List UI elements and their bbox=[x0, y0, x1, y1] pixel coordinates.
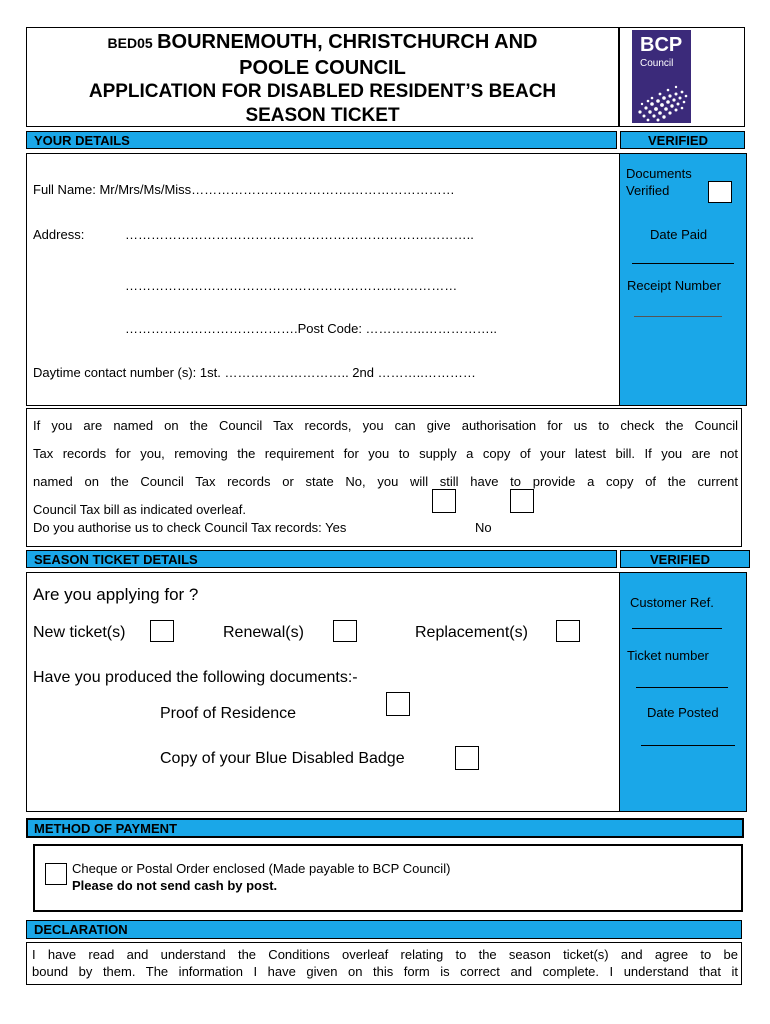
form-code: BED05 bbox=[107, 35, 153, 51]
declaration-line-1: I have read and understand the Conditions overleaf relating to the season ticket(s) and agree to be bbox=[32, 947, 738, 962]
council-tax-no-checkbox[interactable] bbox=[510, 489, 534, 513]
cheque-text: Cheque or Postal Order enclosed (Made payable to BCP Council) bbox=[72, 861, 451, 876]
your-details-verified: VERIFIED bbox=[648, 133, 708, 148]
proof-of-residence-label: Proof of Residence bbox=[160, 705, 297, 722]
logo-dots-graphic bbox=[632, 74, 691, 123]
documents-verified-checkbox[interactable] bbox=[708, 181, 732, 203]
season-ticket-box bbox=[26, 572, 620, 812]
new-ticket-label: New ticket(s) bbox=[33, 624, 126, 641]
renewal-label: Renewal(s) bbox=[223, 624, 304, 641]
receipt-number-line[interactable] bbox=[634, 316, 722, 317]
declaration-title: DECLARATION bbox=[34, 922, 128, 937]
date-posted-line[interactable] bbox=[641, 745, 735, 746]
title-line-1 bbox=[26, 30, 619, 56]
applying-for-question: Are you applying for ? bbox=[33, 585, 199, 604]
council-tax-line-4: Council Tax bill as indicated overleaf. bbox=[33, 502, 246, 517]
proof-of-residence-checkbox[interactable] bbox=[386, 692, 410, 716]
org-line-2: POOLE COUNCIL bbox=[239, 57, 406, 79]
address-line-1[interactable]: …………………………………………………………….……….. bbox=[125, 227, 474, 242]
no-cash-text: Please do not send cash by post. bbox=[72, 878, 278, 893]
org-line-1: BOURNEMOUTH, CHRISTCHURCH AND bbox=[157, 31, 538, 53]
declaration-line-2: bound by them. The information I have given on this form is correct and complete. I understand that it bbox=[32, 964, 738, 979]
cheque-checkbox[interactable] bbox=[45, 863, 67, 885]
council-tax-line-3: named on the Council Tax records or state No, you will still have to provide a copy of the current bbox=[33, 474, 738, 489]
customer-ref-label: Customer Ref. bbox=[630, 595, 714, 610]
ticket-number-label: Ticket number bbox=[627, 648, 709, 663]
council-tax-paragraph bbox=[33, 412, 738, 524]
postcode-line[interactable]: ………………………………….Post Code: …………..…………….. bbox=[125, 321, 497, 336]
form-title bbox=[26, 30, 619, 128]
payment-bar bbox=[26, 818, 744, 838]
receipt-number-label: Receipt Number bbox=[627, 278, 721, 293]
documents-verified-label: Documents Verified bbox=[626, 166, 692, 198]
council-tax-yes-checkbox[interactable] bbox=[432, 489, 456, 513]
season-ticket-verified-bar bbox=[620, 550, 750, 568]
replacement-label: Replacement(s) bbox=[415, 624, 528, 641]
bcp-logo bbox=[632, 30, 691, 123]
council-tax-question: Do you authorise us to check Council Tax records: Yes bbox=[33, 520, 347, 535]
date-posted-label: Date Posted bbox=[647, 705, 719, 720]
season-ticket-verified: VERIFIED bbox=[650, 552, 710, 567]
your-details-bar bbox=[26, 131, 617, 149]
logo-main-text: BCP bbox=[640, 34, 683, 56]
date-paid-line[interactable] bbox=[632, 263, 734, 264]
ticket-number-line[interactable] bbox=[636, 687, 728, 688]
council-tax-no-label: No bbox=[475, 520, 492, 535]
full-name-field[interactable]: Full Name: Mr/Mrs/Ms/Miss……………………………….…………………… bbox=[33, 182, 455, 197]
your-details-title: YOUR DETAILS bbox=[34, 133, 130, 148]
blue-badge-label: Copy of your Blue Disabled Badge bbox=[160, 750, 405, 767]
new-ticket-checkbox[interactable] bbox=[150, 620, 174, 642]
blue-badge-checkbox[interactable] bbox=[455, 746, 479, 770]
council-tax-line-1: If you are named on the Council Tax records, you can give authorisation for us to check the Council bbox=[33, 418, 738, 433]
season-ticket-bar bbox=[26, 550, 617, 568]
documents-question: Have you produced the following documents:- bbox=[33, 669, 358, 686]
date-paid-label: Date Paid bbox=[650, 227, 708, 242]
your-details-verified-bar bbox=[620, 131, 745, 149]
replacement-checkbox[interactable] bbox=[556, 620, 580, 642]
title-line-a: APPLICATION FOR DISABLED RESIDENT’S BEACH bbox=[88, 81, 557, 102]
season-ticket-title: SEASON TICKET DETAILS bbox=[34, 552, 198, 567]
contact-number-field[interactable]: Daytime contact number (s): 1st. ……………………….. 2nd ………..………… bbox=[33, 365, 476, 380]
payment-title: METHOD OF PAYMENT bbox=[34, 821, 178, 836]
renewal-checkbox[interactable] bbox=[333, 620, 357, 642]
declaration-bar bbox=[26, 920, 742, 939]
address-line-2[interactable]: ……………………………………………………..…………… bbox=[125, 278, 458, 293]
council-tax-line-2: Tax records for you, removing the requirement for you to supply a copy of your latest bill. If you are not bbox=[33, 446, 738, 461]
customer-ref-line[interactable] bbox=[632, 628, 722, 629]
address-label: Address: bbox=[33, 227, 85, 242]
declaration-text bbox=[32, 946, 738, 980]
title-line-b: SEASON TICKET bbox=[245, 105, 400, 126]
logo-sub-text: Council bbox=[640, 58, 674, 69]
